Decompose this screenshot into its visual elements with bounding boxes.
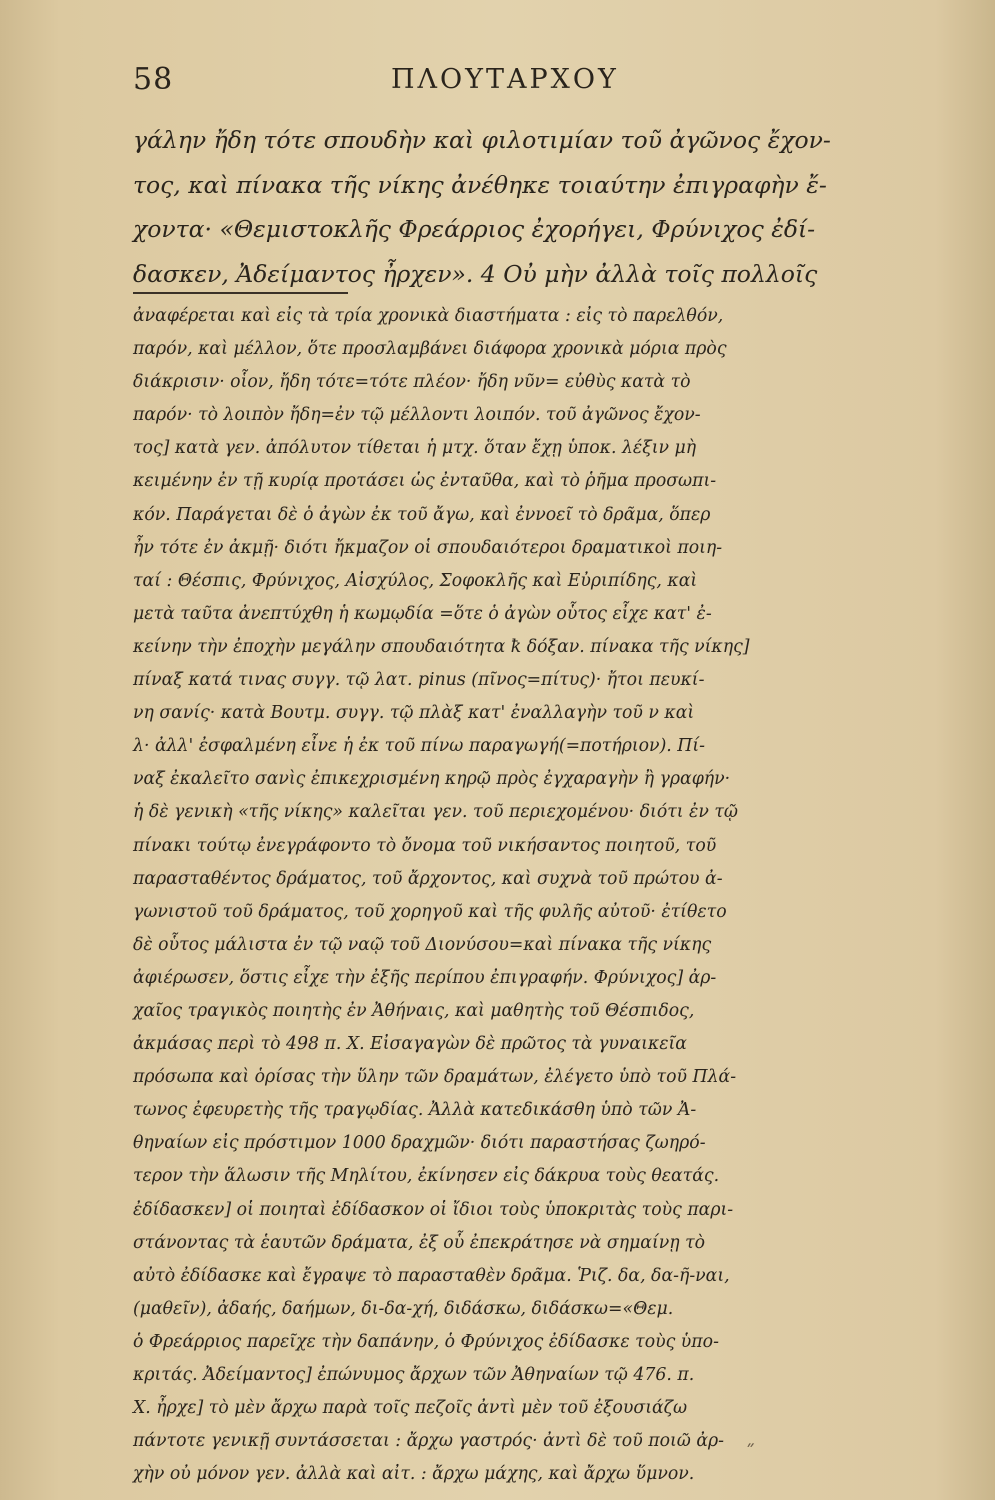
note-line: κόν. Παράγεται δὲ ὁ ἀγὼν ἐκ τοῦ ἄγω, καὶ ἐννοεῖ τὸ δρᾶμα, ὅπερ — [133, 504, 711, 525]
footnote-rule — [133, 292, 348, 294]
note-line: αὐτὸ ἐδίδασκε καὶ ἔγραψε τὸ παρασταθὲν δρᾶμα. Ῥιζ. δα, δα-ῆ-ναι, — [133, 1265, 730, 1286]
main-text-line: δασκεν, Ἀδείμαντος ἦρχεν». 4 Οὐ μὴν ἀλλὰ τοῖς πολλοῖς — [133, 259, 818, 288]
note-line: ἀφιέρωσεν, ὅστις εἶχε τὴν ἐξῆς περίπου ἐπιγραφήν. Φρύνιχος] ἀρ- — [133, 967, 717, 988]
note-line: λ· ἀλλ' ἐσφαλμένη εἶνε ἡ ἐκ τοῦ πίνω παραγωγή(=ποτήριον). Πί- — [133, 736, 705, 757]
note-line: θηναίων εἰς πρόστιμον 1000 δραχμῶν· διότι παραστήσας ζωηρό- — [133, 1133, 706, 1154]
note-line: πάντοτε γενικῇ συντάσσεται : ἄρχω γαστρός· ἀντὶ δὲ τοῦ ποιῶ ἀρ- — [133, 1431, 725, 1452]
note-line: νη σανίς· κατὰ Βουτμ. συγγ. τῷ πλὰξ κατ' ἐναλλαγὴν τοῦ ν καὶ — [133, 703, 695, 724]
note-line: χαῖος τραγικὸς ποιητὴς ἐν Ἀθήναις, καὶ μαθητὴς τοῦ Θέσπιδος, — [133, 1000, 695, 1021]
note-line: χὴν οὐ μόνον γεν. ἀλλὰ καὶ αἰτ. : ἄρχω μάχης, καὶ ἄρχω ὕμνον. — [133, 1464, 695, 1485]
note-line: δὲ οὗτος μάλιστα ἐν τῷ ναῷ τοῦ Διονύσου=καὶ πίνακα τῆς νίκης — [133, 934, 712, 955]
corner-mark: ˝ — [745, 1440, 755, 1464]
main-text-line: γάλην ἤδη τότε σπουδὴν καὶ φιλοτιμίαν τοῦ ἀγῶνος ἔχον- — [133, 126, 831, 154]
note-line: πίνακι τούτῳ ἐνεγράφοντο τὸ ὄνομα τοῦ νικήσαντος ποιητοῦ, τοῦ — [133, 835, 717, 856]
main-text-line: χοντα· «Θεμιστοκλῆς Φρεάρριος ἐχορήγει, Φρύνιχος ἐδί- — [133, 215, 816, 243]
note-line: παρόν· τὸ λοιπὸν ἤδη=ἐν τῷ μέλλοντι λοιπόν. τοῦ ἀγῶνος ἔχον- — [133, 405, 701, 426]
note-line: μετὰ ταῦτα ἀνεπτύχθη ἡ κωμῳδία =ὅτε ὁ ἀγὼν οὗτος εἶχε κατ' ἐ- — [133, 603, 712, 624]
note-line: ἦν τότε ἐν ἀκμῇ· διότι ἤκμαζον οἱ σπουδαιότεροι δραματικοὶ ποιη- — [133, 537, 723, 558]
note-line: (μαθεῖν), ἀδαής, δαήμων, δι-δα-χή, διδάσκω, διδάσκω=«Θεμ. — [133, 1298, 674, 1319]
note-line: ἀναφέρεται καὶ εἰς τὰ τρία χρονικὰ διαστήματα : εἰς τὸ παρελθόν, — [133, 306, 724, 326]
note-line: τερον τὴν ἅλωσιν τῆς Μηλίτου, ἐκίνησεν εἰς δάκρυα τοὺς θεατάς. — [133, 1166, 720, 1187]
page-header — [133, 62, 873, 106]
note-line: ἐδίδασκεν] οἱ ποιηταὶ ἐδίδασκον οἱ ἴδιοι τοὺς ὑποκριτὰς τοὺς παρι- — [133, 1199, 734, 1220]
note-line: κείνην τὴν ἐποχὴν μεγάλην σπουδαιότητα ꝁ δόξαν. πίνακα τῆς νίκης] — [133, 636, 750, 657]
note-line: στάνοντας τὰ ἑαυτῶν δράματα, ἐξ οὗ ἐπεκράτησε νὰ σημαίνῃ τὸ — [133, 1232, 706, 1253]
note-line: διάκρισιν· οἷον, ἤδη τότε=τότε πλέον· ἤδη νῦν= εὐθὺς κατὰ τὸ — [133, 372, 691, 393]
note-line: ταί : Θέσπις, Φρύνιχος, Αἰσχύλος, Σοφοκλῆς καὶ Εὐριπίδης, καὶ — [133, 570, 698, 591]
note-line: παρασταθέντος δράματος, τοῦ ἄρχοντος, καὶ συχνὰ τοῦ πρώτου ἀ- — [133, 868, 723, 889]
note-line: τος] κατὰ γεν. ἀπόλυτον τίθεται ἡ μτχ. ὅταν ἔχῃ ὑποκ. λέξιν μὴ — [133, 438, 697, 459]
note-line: ἡ δὲ γενικὴ «τῆς νίκης» καλεῖται γεν. τοῦ περιεχομένου· διότι ἐν τῷ — [133, 802, 738, 823]
note-line: ναξ ἐκαλεῖτο σανὶς ἐπικεχρισμένη κηρῷ πρὸς ἐγχαραγὴν ἢ γραφήν· — [133, 769, 731, 790]
note-line: κριτάς. Ἀδείμαντος] ἐπώνυμος ἄρχων τῶν Ἀθηναίων τῷ 476. π. — [133, 1365, 695, 1385]
note-line: πίναξ κατά τινας συγγ. τῷ λατ. pinus (πῖνος=πίτυς)· ἤτοι πευκί- — [133, 670, 705, 691]
note-line: παρόν, καὶ μέλλον, ὅτε προσλαμβάνει διάφορα χρονικὰ μόρια πρὸς — [133, 339, 727, 360]
note-line: γωνιστοῦ τοῦ δράματος, τοῦ χορηγοῦ καὶ τῆς φυλῆς αὐτοῦ· ἐτίθετο — [133, 901, 727, 922]
note-line: ἀκμάσας περὶ τὸ 498 π. Χ. Εἰσαγαγὼν δὲ πρῶτος τὰ γυναικεῖα — [133, 1034, 687, 1055]
note-line: Χ. ἦρχε] τὸ μὲν ἄρχω παρὰ τοῖς πεζοῖς ἀντὶ μὲν τοῦ ἐξουσιάζω — [133, 1398, 688, 1419]
note-line: ὁ Φρεάρριος παρεῖχε τὴν δαπάνην, ὁ Φρύνιχος ἐδίδασκε τοὺς ὑπο- — [133, 1331, 719, 1352]
main-text-line: τος, καὶ πίνακα τῆς νίκης ἀνέθηκε τοιαύτην ἐπιγραφὴν ἔ- — [133, 170, 827, 199]
running-title: ΠΛΟΥΤΑΡΧΟΥ — [391, 64, 619, 95]
note-line: τωνος ἐφευρετὴς τῆς τραγῳδίας. Ἀλλὰ κατεδικάσθη ὑπὸ τῶν Ἀ- — [133, 1100, 697, 1121]
main-text — [133, 118, 873, 296]
commentary-notes — [133, 300, 873, 1491]
note-line: πρόσωπα καὶ ὁρίσας τὴν ὕλην τῶν δραμάτων, ἐλέγετο ὑπὸ τοῦ Πλά- — [133, 1067, 737, 1088]
page-number: 58 — [133, 62, 174, 97]
note-line: κειμένην ἐν τῇ κυρίᾳ προτάσει ὡς ἐνταῦθα, καὶ τὸ ῥῆμα προσωπι- — [133, 471, 717, 492]
